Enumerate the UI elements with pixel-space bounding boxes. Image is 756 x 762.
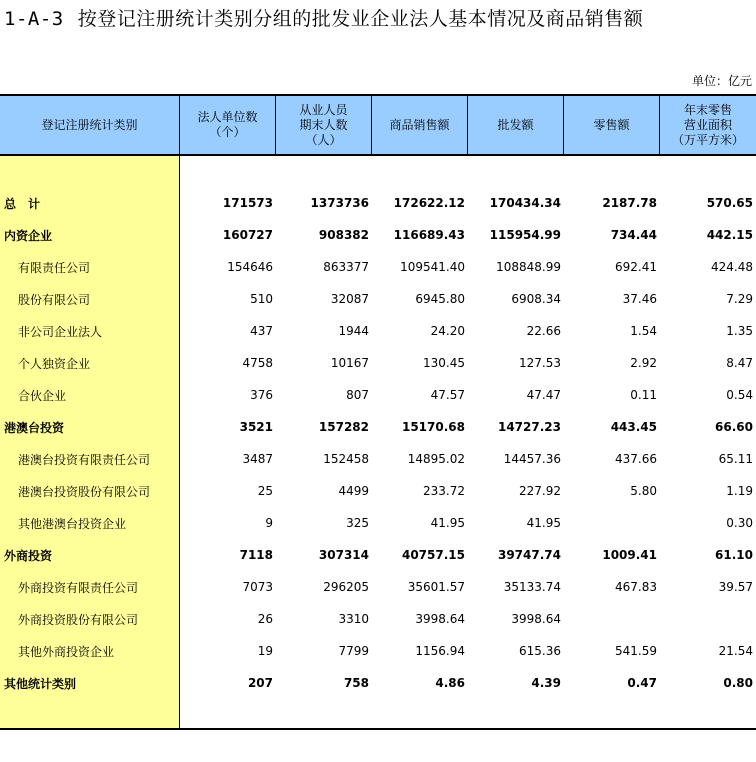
cell-value: 115954.99 bbox=[489, 228, 561, 242]
row-label: 港澳台投资有限责任公司 bbox=[18, 452, 151, 467]
cell-value: 7.29 bbox=[726, 292, 753, 306]
cell-value: 157282 bbox=[318, 420, 369, 434]
cell-value: 61.10 bbox=[715, 548, 753, 562]
cell-value: 130.45 bbox=[423, 356, 465, 370]
cell-value: 116689.43 bbox=[393, 228, 465, 242]
cell-value: 325 bbox=[346, 516, 369, 530]
row-label: 股份有限公司 bbox=[18, 292, 91, 307]
cell-value: 227.92 bbox=[519, 484, 561, 498]
cell-value: 510 bbox=[250, 292, 273, 306]
cell-value: 10167 bbox=[330, 356, 369, 370]
cell-value: 9 bbox=[265, 516, 273, 530]
cell-value: 1156.94 bbox=[415, 644, 465, 658]
cell-value: 3487 bbox=[242, 452, 273, 466]
cell-value: 4758 bbox=[242, 356, 273, 370]
row-label: 外商投资有限责任公司 bbox=[18, 580, 139, 595]
cell-value: 307314 bbox=[318, 548, 369, 562]
table-row bbox=[0, 411, 756, 443]
table-code: 1-A-3 bbox=[4, 8, 64, 30]
page-title bbox=[4, 4, 643, 31]
cell-value: 7118 bbox=[239, 548, 273, 562]
cell-value: 0.47 bbox=[627, 676, 657, 690]
cell-value: 1.19 bbox=[726, 484, 753, 498]
cell-value: 207 bbox=[247, 676, 273, 690]
header-sales: 商品销售额 bbox=[372, 96, 468, 154]
cell-value: 4.39 bbox=[531, 676, 561, 690]
header-wholesale: 批发额 bbox=[468, 96, 564, 154]
table-row bbox=[0, 315, 756, 347]
table-row bbox=[0, 283, 756, 315]
cell-value: 171573 bbox=[222, 196, 273, 210]
cell-value: 296205 bbox=[323, 580, 369, 594]
cell-value: 172622.12 bbox=[393, 196, 465, 210]
table-row bbox=[0, 603, 756, 635]
cell-value: 3310 bbox=[338, 612, 369, 626]
cell-value: 0.11 bbox=[630, 388, 657, 402]
cell-value: 24.20 bbox=[430, 324, 465, 338]
cell-value: 154646 bbox=[227, 260, 273, 274]
cell-value: 14895.02 bbox=[407, 452, 465, 466]
row-label: 其他统计类别 bbox=[4, 676, 77, 691]
header-category: 登记注册统计类别 bbox=[0, 96, 180, 154]
header-retail: 零售额 bbox=[564, 96, 660, 154]
cell-value: 2.92 bbox=[630, 356, 657, 370]
cell-value: 0.54 bbox=[726, 388, 753, 402]
cell-value: 443.45 bbox=[610, 420, 657, 434]
table-row bbox=[0, 251, 756, 283]
cell-value: 863377 bbox=[323, 260, 369, 274]
cell-value: 5.80 bbox=[630, 484, 657, 498]
cell-value: 8.47 bbox=[726, 356, 753, 370]
table-row bbox=[0, 347, 756, 379]
row-label: 内资企业 bbox=[4, 228, 53, 243]
header-unit-count: 法人单位数 （个） bbox=[180, 96, 276, 154]
cell-value: 1009.41 bbox=[602, 548, 657, 562]
unit-label: 单位：亿元 bbox=[691, 74, 752, 88]
cell-value: 4499 bbox=[338, 484, 369, 498]
cell-value: 39747.74 bbox=[497, 548, 561, 562]
cell-value: 1.54 bbox=[630, 324, 657, 338]
table-bottom-rule bbox=[0, 728, 756, 730]
cell-value: 376 bbox=[250, 388, 273, 402]
row-label: 非公司企业法人 bbox=[18, 324, 103, 339]
cell-value: 40757.15 bbox=[401, 548, 465, 562]
cell-value: 467.83 bbox=[615, 580, 657, 594]
cell-value: 758 bbox=[343, 676, 369, 690]
cell-value: 41.95 bbox=[526, 516, 561, 530]
cell-value: 25 bbox=[257, 484, 273, 498]
table-row bbox=[0, 187, 756, 219]
table-row bbox=[0, 571, 756, 603]
cell-value: 47.57 bbox=[430, 388, 465, 402]
cell-value: 7799 bbox=[338, 644, 369, 658]
row-label: 港澳台投资 bbox=[4, 420, 65, 435]
cell-value: 424.48 bbox=[711, 260, 753, 274]
table-title: 按登记注册统计类别分组的批发业企业法人基本情况及商品销售额 bbox=[77, 8, 644, 30]
cell-value: 127.53 bbox=[519, 356, 561, 370]
cell-value: 3998.64 bbox=[415, 612, 465, 626]
table-row bbox=[0, 443, 756, 475]
cell-value: 19 bbox=[257, 644, 273, 658]
cell-value: 66.60 bbox=[715, 420, 753, 434]
cell-value: 0.80 bbox=[723, 676, 753, 690]
cell-value: 233.72 bbox=[423, 484, 465, 498]
cell-value: 908382 bbox=[318, 228, 369, 242]
row-label: 港澳台投资股份有限公司 bbox=[18, 484, 151, 499]
cell-value: 437 bbox=[250, 324, 273, 338]
cell-value: 160727 bbox=[222, 228, 273, 242]
cell-value: 37.46 bbox=[622, 292, 657, 306]
cell-value: 807 bbox=[346, 388, 369, 402]
cell-value: 35133.74 bbox=[503, 580, 561, 594]
cell-value: 32087 bbox=[330, 292, 369, 306]
cell-value: 541.59 bbox=[615, 644, 657, 658]
cell-value: 570.65 bbox=[706, 196, 753, 210]
row-label: 合伙企业 bbox=[18, 388, 67, 403]
table-row bbox=[0, 379, 756, 411]
cell-value: 47.47 bbox=[526, 388, 561, 402]
table-row bbox=[0, 475, 756, 507]
table-row bbox=[0, 667, 756, 699]
cell-value: 692.41 bbox=[615, 260, 657, 274]
table-row bbox=[0, 635, 756, 667]
row-label: 其他外商投资企业 bbox=[18, 644, 115, 659]
table-row bbox=[0, 539, 756, 571]
cell-value: 152458 bbox=[323, 452, 369, 466]
row-label: 个人独资企业 bbox=[18, 356, 91, 371]
table-row bbox=[0, 219, 756, 251]
cell-value: 4.86 bbox=[435, 676, 465, 690]
cell-value: 615.36 bbox=[519, 644, 561, 658]
cell-value: 65.11 bbox=[718, 452, 753, 466]
cell-value: 437.66 bbox=[615, 452, 657, 466]
header-employees: 从业人员 期末人数 （人） bbox=[276, 96, 372, 154]
cell-value: 15170.68 bbox=[401, 420, 465, 434]
cell-value: 35601.57 bbox=[407, 580, 465, 594]
row-label: 外商投资股份有限公司 bbox=[18, 612, 139, 627]
cell-value: 1373736 bbox=[310, 196, 369, 210]
cell-value: 734.44 bbox=[610, 228, 657, 242]
row-label: 其他港澳台投资企业 bbox=[18, 516, 127, 531]
cell-value: 170434.34 bbox=[489, 196, 561, 210]
data-table bbox=[0, 94, 756, 730]
header-retail-area: 年末零售 营业面积 （万平方米） bbox=[671, 102, 744, 147]
cell-value: 0.30 bbox=[726, 516, 753, 530]
cell-value: 3998.64 bbox=[511, 612, 561, 626]
row-label: 有限责任公司 bbox=[18, 260, 91, 275]
cell-value: 26 bbox=[257, 612, 273, 626]
cell-value: 3521 bbox=[239, 420, 273, 434]
cell-value: 22.66 bbox=[526, 324, 561, 338]
cell-value: 6908.34 bbox=[511, 292, 561, 306]
cell-value: 108848.99 bbox=[496, 260, 561, 274]
row-label: 总 计 bbox=[4, 196, 41, 211]
cell-value: 41.95 bbox=[430, 516, 465, 530]
cell-value: 442.15 bbox=[706, 228, 753, 242]
cell-value: 1944 bbox=[338, 324, 369, 338]
cell-value: 2187.78 bbox=[602, 196, 657, 210]
cell-value: 21.54 bbox=[718, 644, 753, 658]
table-body bbox=[0, 187, 756, 699]
row-label: 外商投资 bbox=[4, 548, 53, 563]
cell-value: 7073 bbox=[242, 580, 273, 594]
cell-value: 109541.40 bbox=[400, 260, 465, 274]
cell-value: 1.35 bbox=[726, 324, 753, 338]
cell-value: 39.57 bbox=[718, 580, 753, 594]
cell-value: 14727.23 bbox=[497, 420, 561, 434]
table-header bbox=[0, 96, 756, 156]
table-row bbox=[0, 507, 756, 539]
cell-value: 14457.36 bbox=[503, 452, 561, 466]
cell-value: 6945.80 bbox=[415, 292, 465, 306]
